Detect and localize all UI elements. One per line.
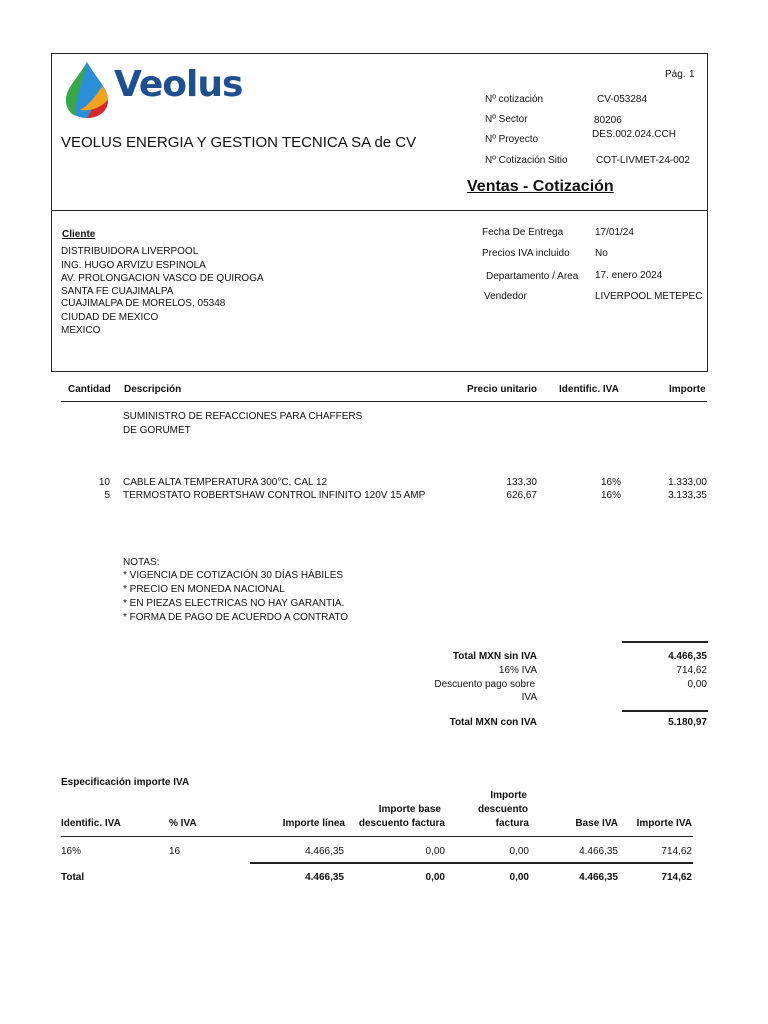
item-desc: TERMOSTATO ROBERTSHAW CONTROL INFINITO 120V 15 AMP	[123, 490, 426, 501]
iva-total-label: Total	[61, 872, 85, 883]
iva-col-disc: Importe	[490, 790, 527, 801]
total-value: 5.180,97	[668, 717, 707, 728]
note-line: NOTAS:	[123, 557, 160, 568]
subtotal-label: Total MXN sin IVA	[452, 651, 537, 662]
client-line: AV. PROLONGACION VASCO DE QUIROGA	[61, 273, 264, 284]
field-label-fecha-entrega: Fecha De Entrega	[482, 227, 564, 238]
client-line: CUAJIMALPA DE MORELOS, 05348	[61, 298, 226, 309]
col-header-importe: Importe	[669, 384, 706, 395]
iva-header-rule	[61, 836, 693, 837]
item-qty: 5	[104, 490, 110, 501]
field-label-vendedor: Vendedor	[484, 291, 527, 302]
item-amount: 1.333,00	[668, 477, 707, 488]
client-line: DISTRIBUIDORA LIVERPOOL	[61, 246, 199, 257]
col-header-cantidad: Cantidad	[68, 384, 111, 395]
field-value-fecha-entrega: 17/01/24	[595, 227, 634, 238]
totals-top-rule	[622, 641, 708, 643]
iva-col-disc-3: factura	[495, 818, 529, 829]
item-desc: CABLE ALTA TEMPERATURA 300°C, CAL 12	[123, 477, 328, 488]
logo-text: Veolus	[114, 64, 243, 105]
iva-total-line: 4.466,35	[305, 872, 344, 883]
iva-col-base: Base IVA	[575, 818, 618, 829]
col-header-precio: Precio unitario	[467, 384, 538, 395]
field-value-sector: 80206	[594, 115, 622, 126]
iva-label: 16% IVA	[498, 665, 537, 676]
discount-label: Descuento pago sobre	[434, 679, 535, 690]
field-label-cot-sitio: Nº Cotización Sitio	[485, 155, 568, 166]
discount-value: 0,00	[687, 679, 707, 690]
items-intro-line: DE GORUMET	[123, 425, 191, 436]
iva-total-importe: 714,62	[661, 872, 692, 883]
field-value-cotizacion: CV-053284	[597, 94, 648, 105]
iva-col-pct: % IVA	[169, 818, 197, 829]
iva-col-ident: Identific. IVA	[61, 818, 121, 829]
subtotal-value: 4.466,35	[668, 651, 707, 662]
iva-row-importe: 714,62	[661, 846, 692, 857]
totals-bottom-rule	[622, 710, 708, 712]
col-header-iva: Identific. IVA	[559, 384, 619, 395]
client-line: ING. HUGO ARVIZU ESPINOLA	[61, 260, 206, 271]
client-line: SANTA FE CUAJIMALPA	[61, 286, 174, 297]
iva-row-ident: 16%	[61, 846, 82, 857]
iva-row-base-disc: 0,00	[425, 846, 445, 857]
field-label-departamento: Departamento / Area	[486, 271, 579, 282]
veolus-logo-icon	[62, 60, 112, 120]
discount-label-2: IVA	[521, 692, 537, 703]
note-line: * VIGENCIA DE COTIZACIÓN 30 DÍAS HÁBILES	[123, 570, 344, 581]
items-intro-line: SUMINISTRO DE REFACCIONES PARA CHAFFERS	[123, 411, 363, 422]
note-line: * FORMA DE PAGO DE ACUERDO A CONTRATO	[123, 612, 349, 623]
field-value-vendedor: LIVERPOOL METEPEC	[595, 291, 703, 302]
iva-row-line: 4.466,35	[305, 846, 344, 857]
iva-total-disc: 0,00	[509, 872, 529, 883]
field-value-departamento: 17. enero 2024	[595, 270, 663, 281]
iva-total-rule	[250, 862, 693, 864]
iva-col-disc-2: descuento	[477, 804, 528, 815]
client-line: MEXICO	[61, 325, 101, 336]
field-label-precios-iva: Precios IVA incluido	[482, 248, 570, 259]
page-number: 1	[689, 69, 695, 80]
iva-row-pct: 16	[169, 846, 181, 857]
item-price: 133,30	[506, 477, 537, 488]
note-line: * EN PIEZAS ELECTRICAS NO HAY GARANTIA.	[123, 598, 345, 609]
client-heading: Cliente	[62, 229, 96, 240]
total-label: Total MXN con IVA	[449, 717, 537, 728]
client-line: CIUDAD DE MEXICO	[61, 312, 159, 323]
item-qty: 10	[98, 477, 110, 488]
page-label: Pág.	[665, 69, 686, 80]
item-iva: 16%	[600, 477, 621, 488]
iva-total-base: 4.466,35	[579, 872, 618, 883]
iva-value: 714,62	[676, 665, 707, 676]
iva-col-base-disc-2: descuento factura	[358, 818, 445, 829]
iva-spec-title: Especificación importe IVA	[61, 777, 190, 788]
item-iva: 16%	[600, 490, 621, 501]
iva-row-disc: 0,00	[509, 846, 529, 857]
field-value-precios-iva: No	[595, 248, 608, 259]
item-amount: 3.133,35	[668, 490, 707, 501]
iva-row-base: 4.466,35	[579, 846, 618, 857]
iva-col-line: Importe línea	[282, 818, 345, 829]
iva-total-base-disc: 0,00	[425, 872, 445, 883]
item-price: 626,67	[506, 490, 537, 501]
note-line: * PRECIO EN MONEDA NACIONAL	[123, 584, 285, 595]
company-name: VEOLUS ENERGIA Y GESTION TECNICA SA de CV	[61, 134, 417, 151]
document-title: Ventas - Cotización	[467, 178, 614, 195]
field-label-cotizacion: Nº cotización	[485, 94, 544, 105]
iva-col-base-disc: Importe base	[378, 804, 441, 815]
items-header-rule	[61, 401, 707, 402]
iva-col-importe: Importe IVA	[636, 818, 692, 829]
field-label-proyecto: Nº Proyecto	[485, 134, 539, 145]
field-label-sector: Nº Sector	[485, 114, 528, 125]
field-value-cot-sitio: COT-LIVMET-24-002	[596, 155, 690, 166]
col-header-descripcion: Descripción	[124, 384, 182, 395]
field-value-proyecto: DES.002.024.CCH	[592, 129, 676, 140]
